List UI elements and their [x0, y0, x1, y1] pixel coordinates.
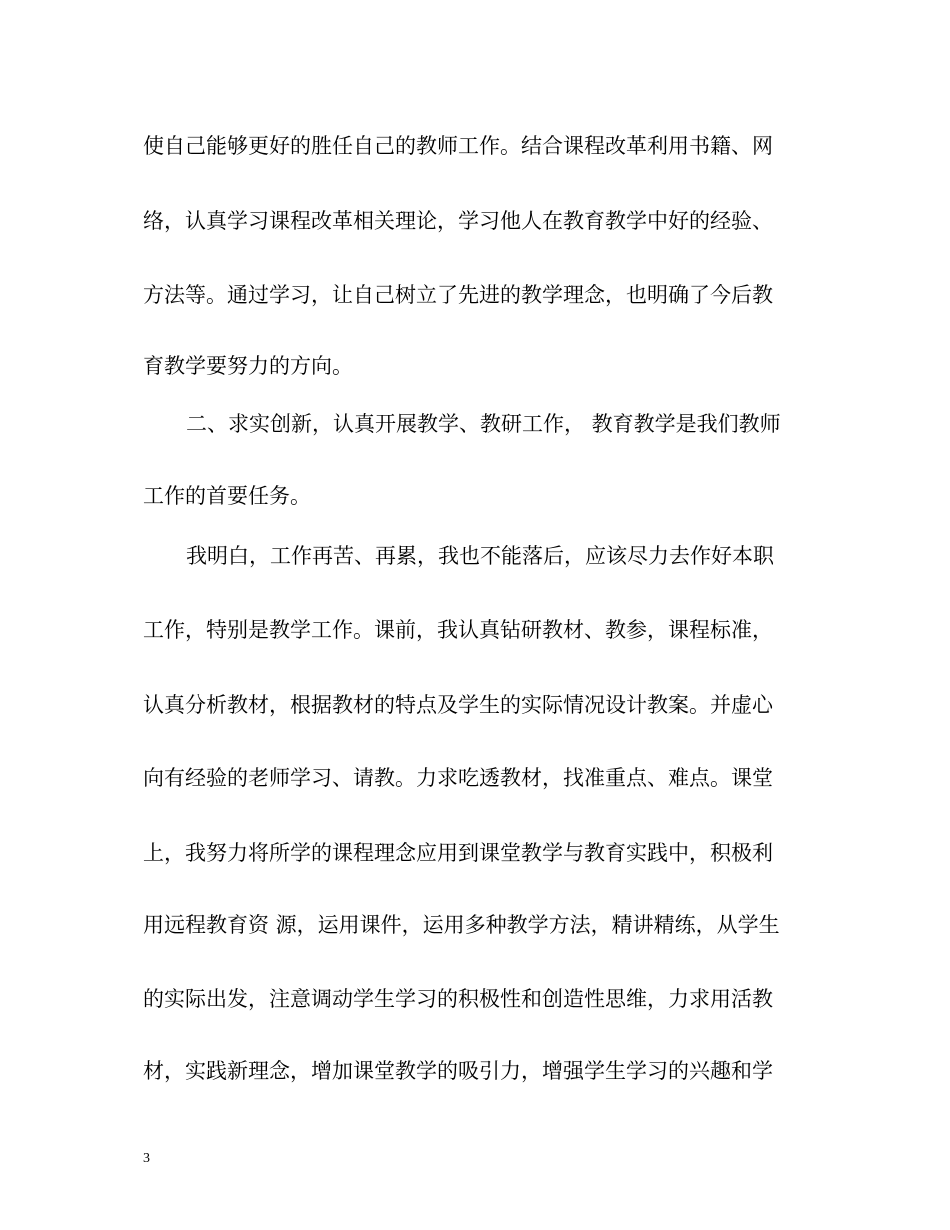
paragraph-line: 我明白，工作再苦、再累，我也不能落后，应该尽力去作好本职 [186, 544, 774, 568]
paragraph-line: 络，认真学习课程改革相关理论，学习他人在教育教学中好的经验、 [143, 209, 773, 233]
paragraph-line: 方法等。通过学习，让自己树立了先进的教学理念，也明确了今后教 [143, 283, 773, 307]
paragraph-line: 上，我努力将所学的课程理念应用到课堂教学与教育实践中，积极利 [143, 841, 773, 865]
paragraph-line: 用远程教育资 源，运用课件，运用多种教学方法，精讲精练，从学生 [143, 913, 780, 937]
paragraph-line: 工作，特别是教学工作。课前，我认真钻研教材、教参，课程标准， [143, 618, 773, 642]
paragraph-line: 使自己能够更好的胜任自己的教师工作。结合课程改革利用书籍、网 [143, 134, 773, 158]
paragraph-line: 二、求实创新，认真开展教学、教研工作， 教育教学是我们教师 [186, 412, 781, 436]
paragraph-line: 认真分析教材，根据教材的特点及学生的实际情况设计教案。并虚心 [143, 693, 773, 717]
paragraph-line: 工作的首要任务。 [143, 484, 311, 508]
page-number: 3 [143, 1151, 150, 1166]
paragraph-line: 材，实践新理念，增加课堂教学的吸引力，增强学生学习的兴趣和学 [143, 1059, 773, 1083]
paragraph-line: 的实际出发，注意调动学生学习的积极性和创造性思维，力求用活教 [143, 987, 773, 1011]
paragraph-line: 向有经验的老师学习、请教。力求吃透教材，找准重点、难点。课堂 [143, 766, 773, 790]
paragraph-line: 育教学要努力的方向。 [143, 354, 353, 378]
